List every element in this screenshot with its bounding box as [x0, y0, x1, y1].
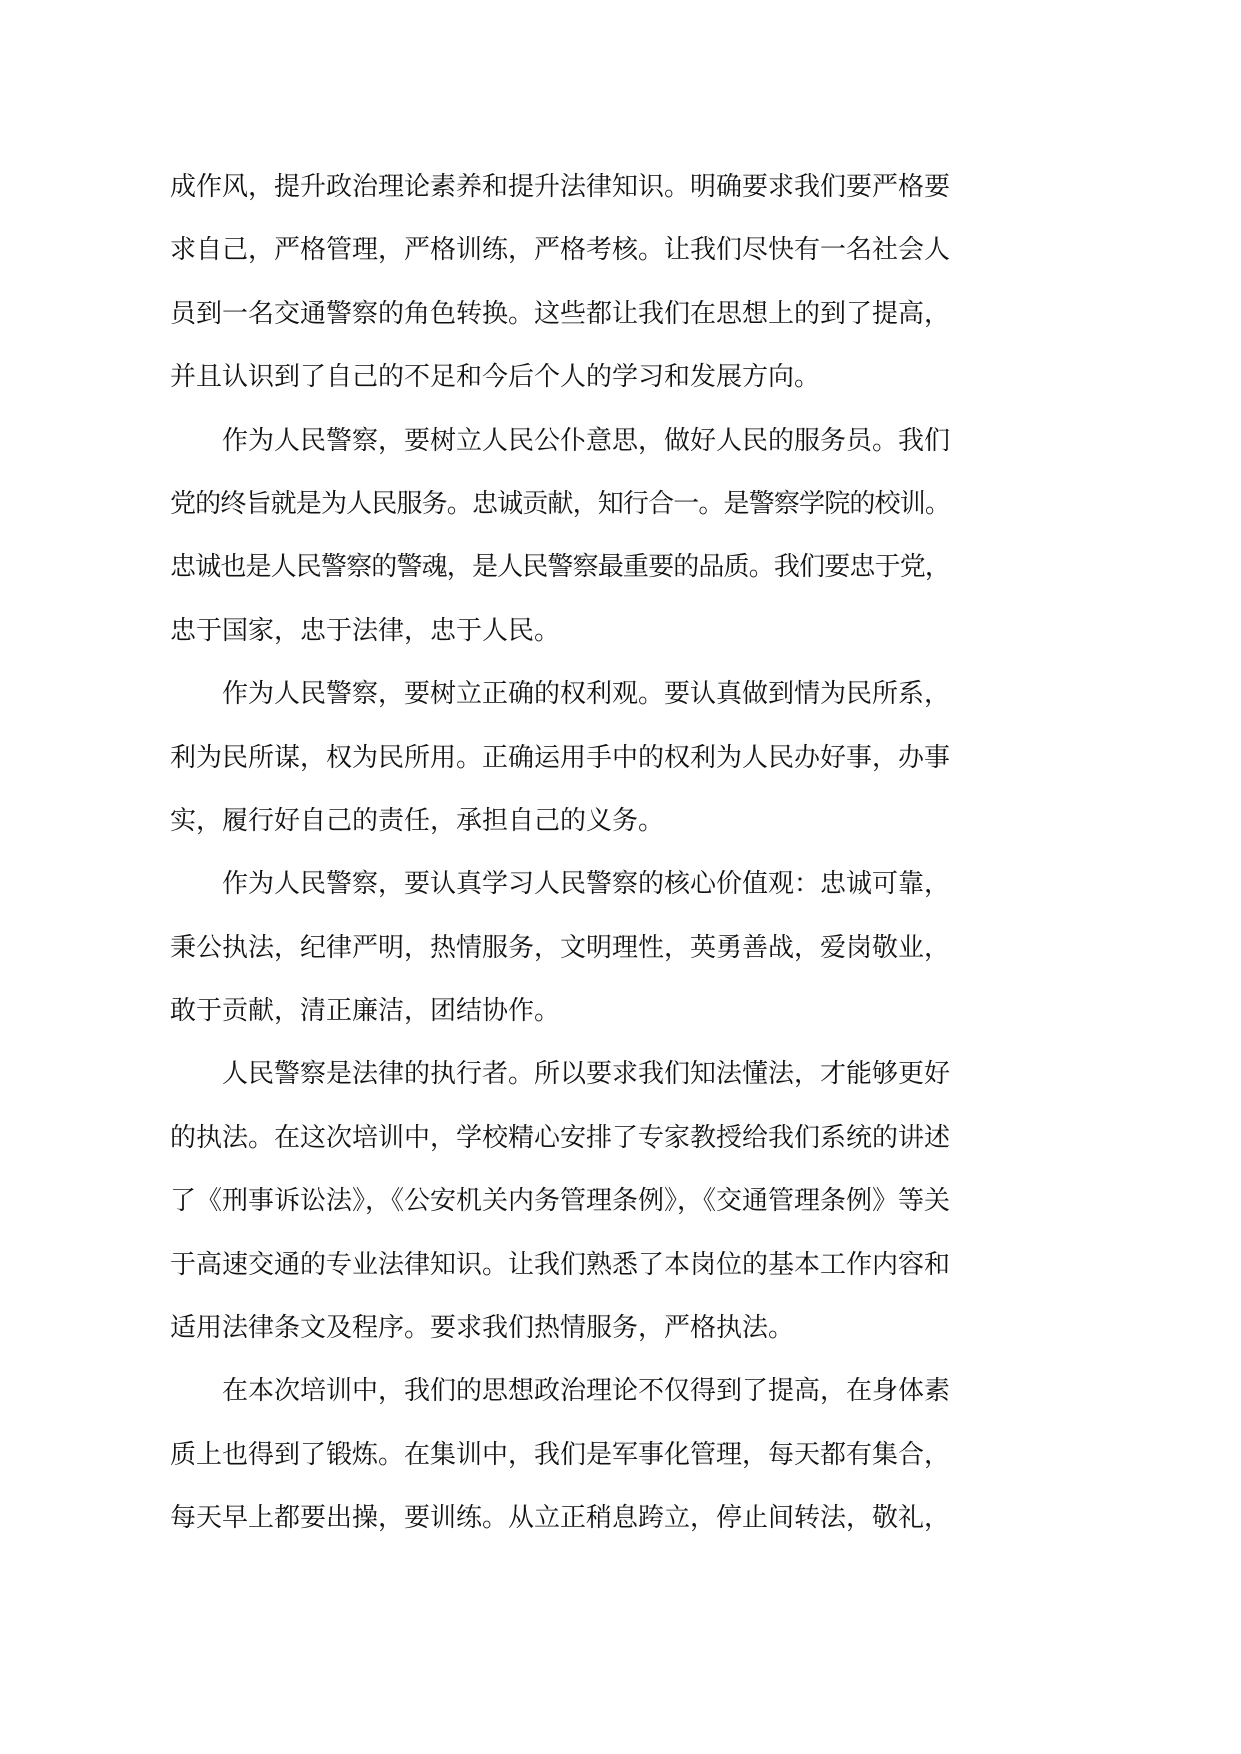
text-line: 作为人民警察，要树立正确的权利观。要认真做到情为民所系，	[222, 679, 951, 710]
text-line: 质上也得到了锻炼。在集训中，我们是军事化管理，每天都有集合，	[170, 1439, 951, 1470]
text-line: 的执法。在这次培训中，学校精心安排了专家教授给我们系统的讲述	[170, 1122, 951, 1153]
text-line: 了《刑事诉讼法》，《公安机关内务管理条例》，《交通管理条例》等关	[170, 1186, 951, 1217]
text-line: 利为民所谋，权为民所用。正确运用手中的权利为人民办好事，办事	[170, 742, 951, 773]
text-line: 敢于贡献，清正廉洁，团结协作。	[170, 996, 561, 1027]
text-line: 适用法律条文及程序。要求我们热情服务，严格执法。	[170, 1313, 795, 1344]
text-line: 实，履行好自己的责任，承担自己的义务。	[170, 805, 665, 836]
text-line: 忠诚也是人民警察的警魂，是人民警察最重要的品质。我们要忠于党，	[170, 552, 950, 583]
text-line: 党的终旨就是为人民服务。忠诚贡献，知行合一。是警察学院的校训。	[170, 488, 950, 519]
text-line: 员到一名交通警察的角色转换。这些都让我们在思想上的到了提高，	[170, 298, 951, 329]
text-line: 人民警察是法律的执行者。所以要求我们知法懂法，才能够更好	[222, 1059, 951, 1090]
paragraph	[170, 853, 950, 1043]
paragraph	[170, 1043, 950, 1360]
text-line: 忠于国家，忠于法律，忠于人民。	[170, 615, 561, 646]
text-line: 求自己，严格管理，严格训练，严格考核。让我们尽快有一名社会人	[170, 235, 951, 266]
text-line: 并且认识到了自己的不足和今后个人的学习和发展方向。	[170, 362, 821, 393]
paragraph	[170, 410, 950, 664]
paragraph	[170, 1360, 950, 1550]
document-body	[170, 156, 950, 1551]
paragraph	[170, 663, 950, 853]
text-line: 于高速交通的专业法律知识。让我们熟悉了本岗位的基本工作内容和	[170, 1249, 951, 1280]
text-line: 成作风，提升政治理论素养和提升法律知识。明确要求我们要严格要	[170, 172, 951, 202]
text-line: 每天早上都要出操，要训练。从立正稍息跨立，停止间转法，敬礼，	[170, 1503, 951, 1534]
text-line: 秉公执法，纪律严明，热情服务，文明理性，英勇善战，爱岗敬业，	[170, 932, 951, 963]
paragraph	[170, 156, 950, 410]
text-line: 作为人民警察，要树立人民公仆意思，做好人民的服务员。我们	[222, 425, 951, 456]
text-line: 在本次培训中，我们的思想政治理论不仅得到了提高，在身体素	[222, 1376, 951, 1407]
text-line: 作为人民警察，要认真学习人民警察的核心价值观：忠诚可靠，	[222, 869, 951, 900]
